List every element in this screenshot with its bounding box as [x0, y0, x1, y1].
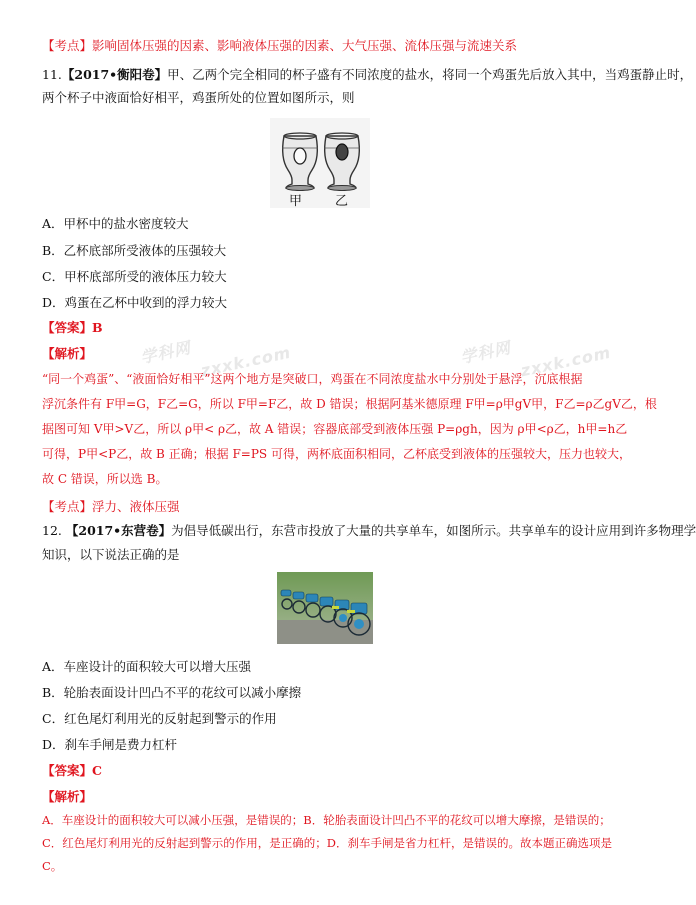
bikes-image: [277, 572, 373, 644]
q12-answer: [42, 762, 102, 780]
q11-number: 11.: [42, 67, 62, 82]
q12-option-c: C．红色尾灯利用光的反射起到警示的作用: [42, 711, 277, 726]
q12-stem1: 为倡导低碳出行，东营市投放了大量的共享单车，如图所示。共享单车的设计应用到许多物理学: [171, 523, 696, 538]
q11-kaodian: 【考点】浮力、液体压强: [42, 499, 180, 514]
q11-option-d: D．鸡蛋在乙杯中收到的浮力较大: [42, 295, 228, 310]
q11-analysis-line1: “同一个鸡蛋”、“液面恰好相平”这两个地方是突破口，鸡蛋在不同浓度盐水中分别处于悬浮，沉底根据: [42, 372, 583, 386]
q11-analysis-label: 【解析】: [42, 346, 93, 361]
q12-option-b: B．轮胎表面设计凹凸不平的花纹可以减小摩擦: [42, 685, 302, 700]
q11-figure: [270, 118, 370, 208]
q12-analysis-line3: C。: [42, 859, 63, 873]
shared-bikes-photo: [277, 572, 373, 644]
q11-option-a: A．甲杯中的盐水密度较大: [42, 216, 189, 231]
watermark: 学科网: [138, 337, 193, 368]
q11-option-b: B．乙杯底部所受液体的压强较大: [42, 243, 227, 258]
egg-jia: [294, 148, 306, 164]
cups-figure: [270, 118, 370, 208]
q12-analysis-line2: C．红色尾灯利用光的反射起到警示的作用，是正确的；D．刹车手闸是省力杠杆，是错误的。故本题正确选项是: [42, 836, 613, 850]
watermark: 学科网: [458, 337, 513, 368]
q12-option-d: D．刹车手闸是费力杠杆: [42, 737, 178, 752]
fig-label-yi: 乙: [335, 194, 349, 209]
q12-analysis-label: 【解析】: [42, 789, 93, 804]
q11-analysis-line3: 据图可知 V甲>V乙，所以 ρ甲< ρ乙，故 A 错误；容器底部受到液体压强 P=ρgh，因为 ρ甲<ρ乙，h甲=h乙: [42, 422, 628, 436]
watermark: zxxk.com: [199, 342, 293, 381]
q11-stem-line2: 两个杯子中液面恰好相平，鸡蛋所处的位置如图所示，则: [42, 90, 355, 105]
q12-analysis-line1: A．车座设计的面积较大可以减小压强，是错误的；B．轮胎表面设计凹凸不平的花纹可以增大摩擦，是错误的；: [42, 813, 611, 827]
q12-option-a: A．车座设计的面积较大可以增大压强: [42, 659, 252, 674]
q12-number: 12.: [42, 523, 62, 538]
q11-stem-line1: [42, 66, 692, 84]
q11-analysis-line2: 浮沉条件有 F甲=G，F乙=G，所以 F甲=F乙，故 D 错误；根据阿基米德原理 F甲=ρ甲gV甲，F乙=ρ乙gV乙，根: [42, 397, 657, 411]
q12-stem-line1: [42, 522, 696, 540]
q12-source: 【2017•东营卷】: [65, 523, 172, 538]
fig-label-jia: 甲: [289, 194, 303, 209]
q11-option-c: C．甲杯底部所受的液体压力较大: [42, 269, 227, 284]
q11-answer-label: 【答案】: [42, 320, 93, 335]
q11-analysis-line4: 可得，P甲<P乙，故 B 正确；根据 F=PS 可得，两杯底面积相同，乙杯底受到液体的压强较大，压力也较大，: [42, 447, 631, 461]
q12-answer-label: 【答案】: [42, 763, 93, 778]
egg-yi: [336, 144, 348, 160]
q12-answer-value: C: [92, 763, 102, 778]
q11-answer-value: B: [92, 320, 103, 335]
watermark: zxxk.com: [519, 342, 613, 381]
q12-stem-line2: 知识，以下说法正确的是: [42, 547, 180, 562]
q11-stem1: 甲、乙两个完全相同的杯子盛有不同浓度的盐水，将同一个鸡蛋先后放入其中，当鸡蛋静止时，: [167, 67, 693, 82]
top-kaodian: 【考点】影响固体压强的因素、影响液体压强的因素、大气压强、流体压强与流速关系: [42, 38, 518, 53]
q11-answer: [42, 319, 103, 337]
q11-analysis-line5: 故 C 错误，所以选 B。: [42, 472, 168, 486]
q11-source: 【2017•衡阳卷】: [61, 67, 168, 82]
